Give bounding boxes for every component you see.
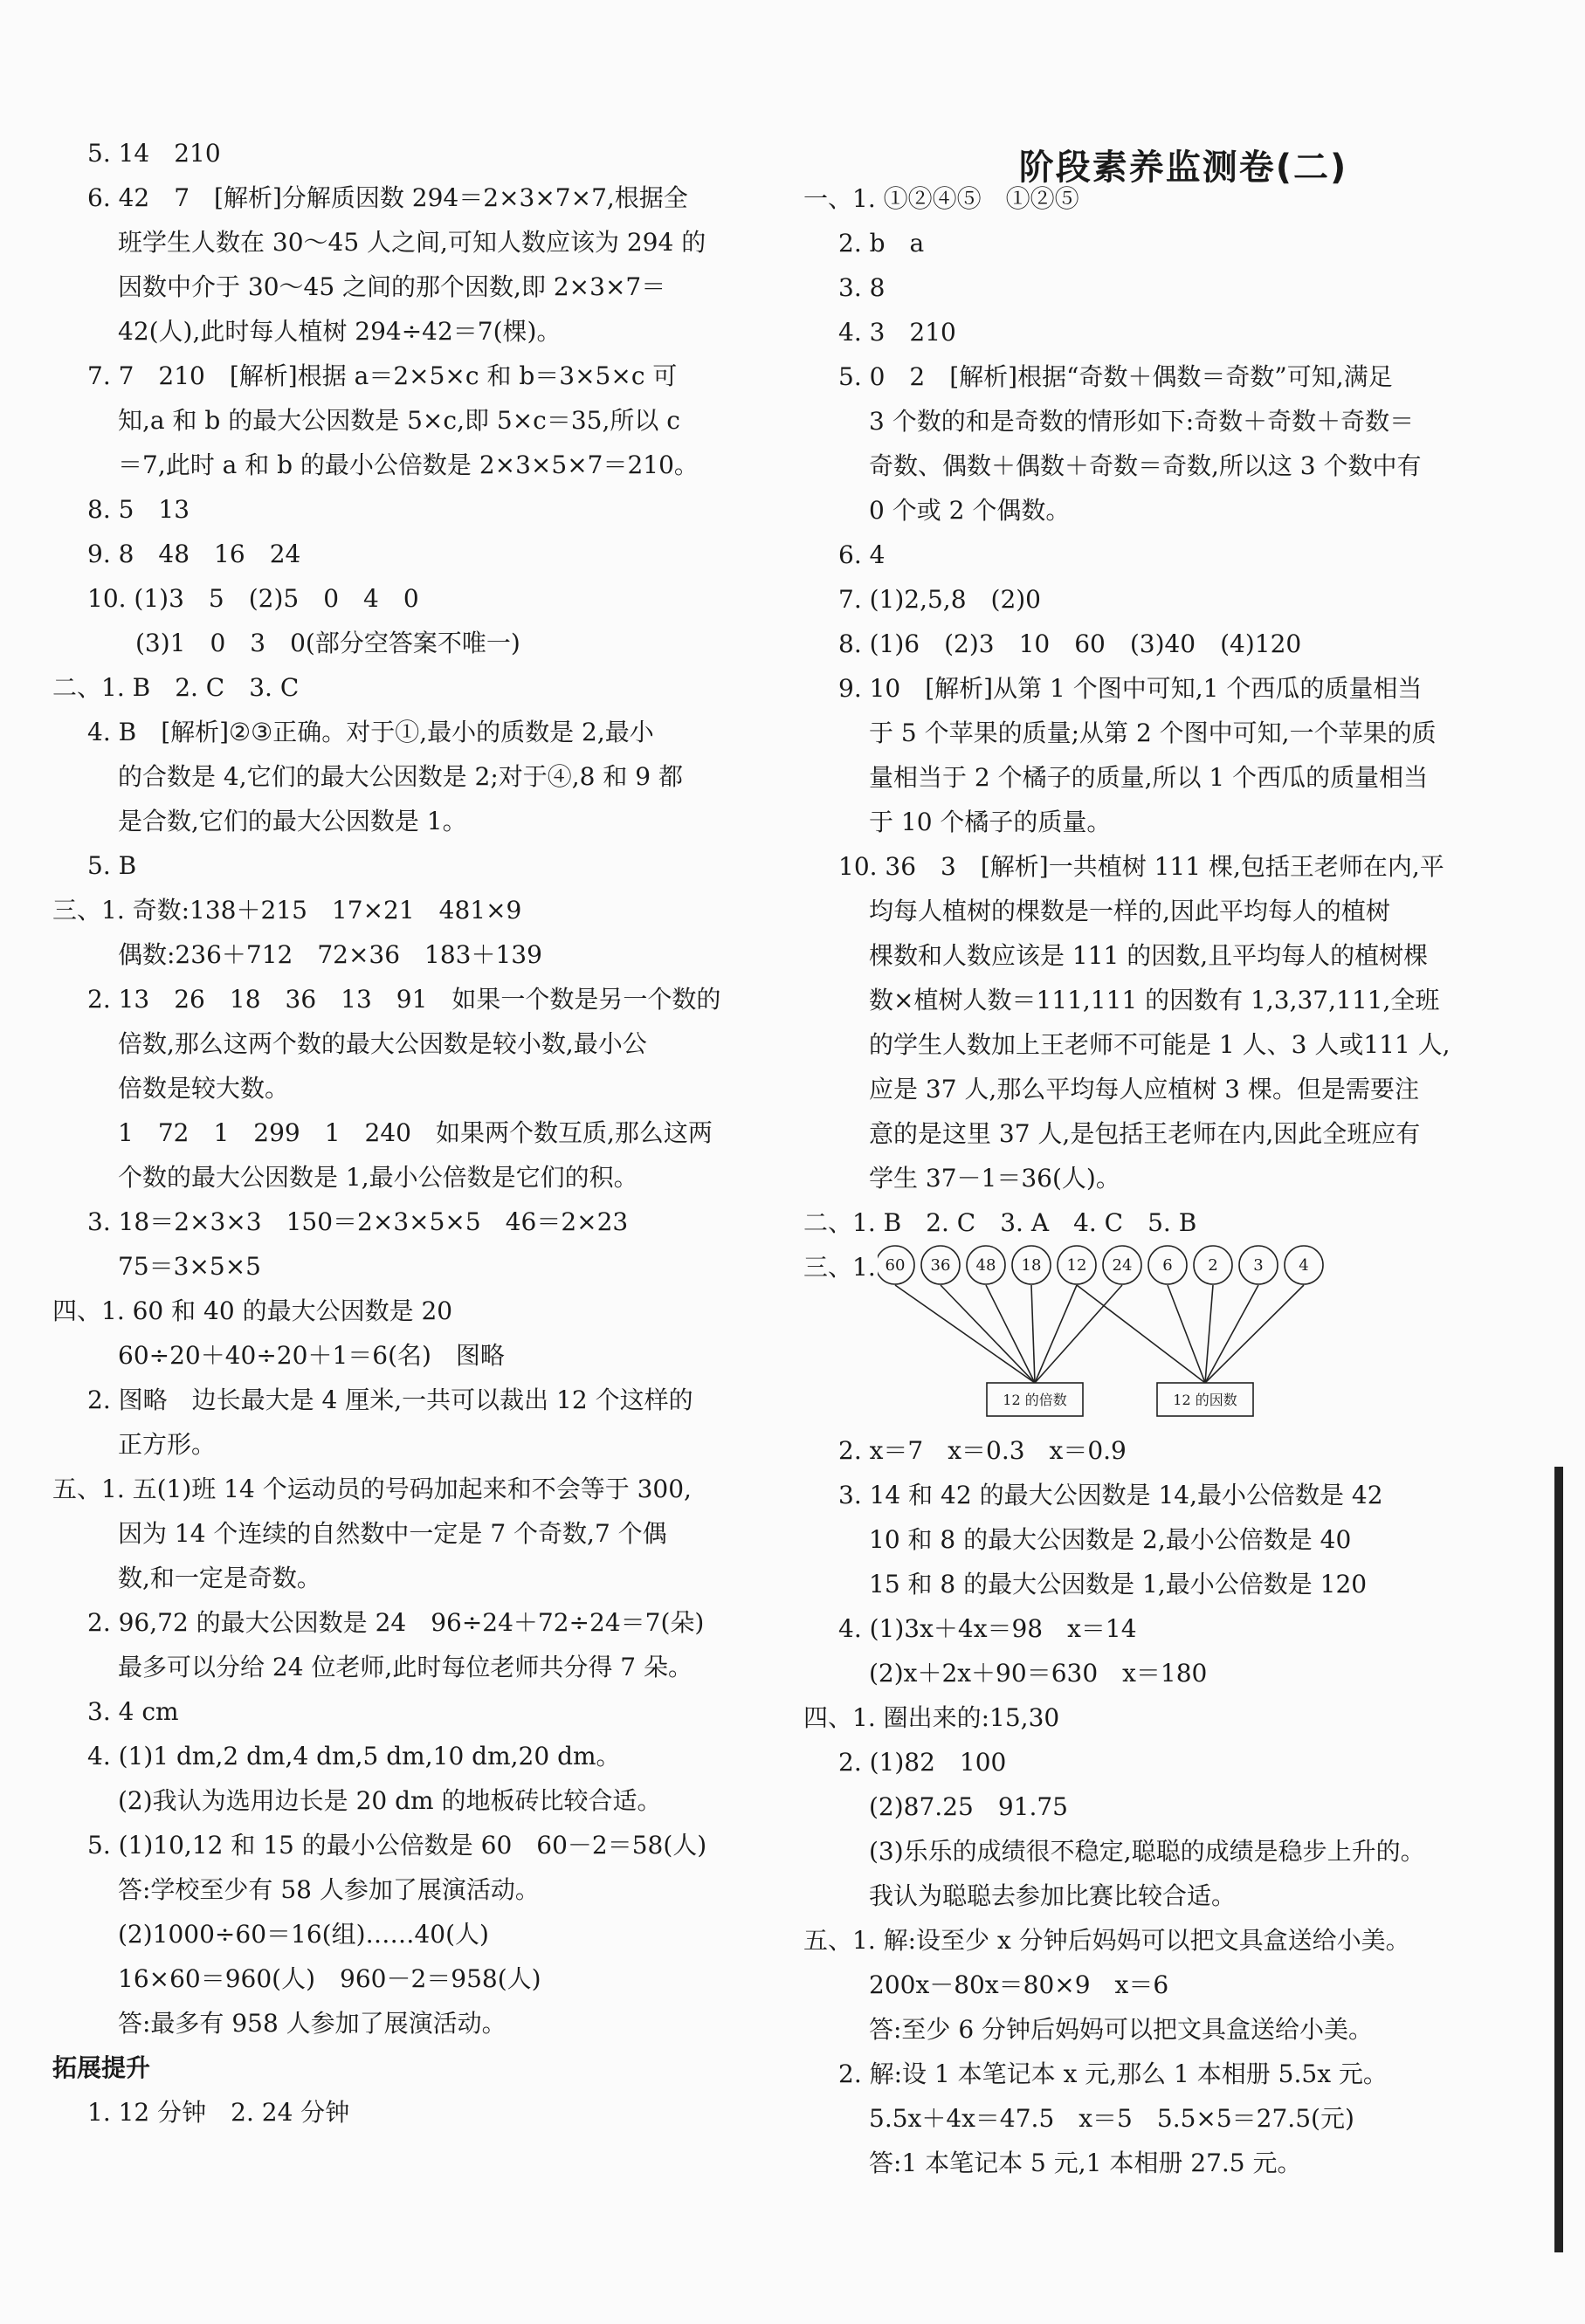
answer-line: 60÷20＋40÷20＋1＝6(名) 图略 — [118, 1341, 505, 1370]
answer-line: 正方形。 — [118, 1430, 217, 1459]
extension-heading: 拓展提升 — [52, 2053, 151, 2082]
page-title: 阶段素养监测卷(二) — [1018, 148, 1348, 188]
answer-line: 200x－80x＝80×9 x＝6 — [869, 1970, 1169, 1999]
circle-label: 24 — [1112, 1256, 1133, 1275]
answer-line: 6. 4 — [838, 540, 886, 569]
section-line: 三、1. — [803, 1253, 876, 1282]
answer-line: 偶数:236＋712 72×36 183＋139 — [118, 940, 542, 969]
answer-line: 答:至少 6 分钟后妈妈可以把文具盒送给小美。 — [869, 2015, 1374, 2044]
connector-line — [986, 1285, 1035, 1383]
answer-line: 5. (1)10,12 和 15 的最小公倍数是 60 60－2＝58(人) — [87, 1831, 707, 1860]
answer-line: 2. x＝7 x＝0.3 x＝0.9 — [838, 1436, 1127, 1465]
answer-line: 3 个数的和是奇数的情形如下:奇数＋奇数＋奇数＝ — [869, 407, 1415, 436]
answer-line: 答:最多有 958 人参加了展演活动。 — [118, 2009, 507, 2038]
answer-line: 因数中介于 30～45 之间的那个因数,即 2×3×7＝ — [118, 272, 666, 301]
answer-line: 15 和 8 的最大公因数是 1,最小公倍数是 120 — [869, 1570, 1368, 1599]
answer-line: 数,和一定是奇数。 — [118, 1564, 321, 1592]
answer-line: 42(人),此时每人植树 294÷42＝7(棵)。 — [118, 317, 562, 346]
answer-line: 2. 13 26 18 36 13 91 如果一个数是另一个数的 — [87, 985, 721, 1014]
connector-line — [1035, 1285, 1077, 1383]
circle-label: 12 — [1066, 1256, 1087, 1275]
connector-line — [941, 1285, 1035, 1383]
connector-line — [1031, 1285, 1035, 1383]
answer-line: (2)1000÷60＝16(组)……40(人) — [118, 1920, 489, 1949]
left-column — [52, 131, 768, 2135]
section-line: 三、1. 奇数:138＋215 17×21 481×9 — [52, 896, 522, 925]
answer-line: (2)我认为选用边长是 20 dm 的地板砖比较合适。 — [118, 1786, 662, 1815]
factors-box-label: 12 的因数 — [1173, 1392, 1237, 1408]
answer-line: 均每人植树的棵数是一样的,因此平均每人的植树 — [869, 897, 1390, 925]
answer-line: 0 个或 2 个偶数。 — [869, 496, 1071, 525]
answer-line: 最多可以分给 24 位老师,此时每位老师共分得 7 朵。 — [118, 1653, 693, 1681]
connector-line — [1035, 1285, 1122, 1383]
section-line: 五、1. 五(1)班 14 个运动员的号码加起来和不会等于 300, — [52, 1475, 692, 1503]
answer-line: 应是 37 人,那么平均每人应植树 3 棵。但是需要注 — [869, 1075, 1419, 1104]
circle-label: 18 — [1021, 1256, 1042, 1275]
connector-line — [1205, 1285, 1304, 1383]
circle-label: 36 — [930, 1256, 951, 1275]
answer-line: 个数的最大公因数是 1,最小公倍数是它们的积。 — [118, 1163, 638, 1192]
answer-line: 量相当于 2 个橘子的质量,所以 1 个西瓜的质量相当 — [869, 763, 1429, 792]
answer-line: 4. (1)3x＋4x＝98 x＝14 — [838, 1614, 1137, 1643]
circle-label: 6 — [1162, 1256, 1173, 1275]
answer-line: 1 72 1 299 1 240 如果两个数互质,那么这两 — [118, 1118, 713, 1147]
answer-line: 答:学校至少有 58 人参加了展演活动。 — [118, 1875, 540, 1904]
answer-line: 我认为聪聪去参加比赛比较合适。 — [869, 1881, 1237, 1910]
answer-line: 2. 96,72 的最大公因数是 24 96÷24＋72÷24＝7(朵) — [87, 1608, 705, 1637]
answer-line: 3. 14 和 42 的最大公因数是 14,最小公倍数是 42 — [838, 1481, 1383, 1509]
circle-label: 60 — [885, 1256, 906, 1275]
answer-line: 10. 36 3 [解析]一共植树 111 棵,包括王老师在内,平 — [838, 852, 1444, 881]
connector-line — [1205, 1285, 1213, 1383]
answer-line: 是合数,它们的最大公因数是 1。 — [118, 807, 467, 835]
answer-line: 学生 37－1＝36(人)。 — [869, 1164, 1120, 1193]
answer-line: 倍数是较大数。 — [118, 1074, 290, 1103]
answer-line: 于 5 个苹果的质量;从第 2 个图中可知,一个苹果的质 — [869, 719, 1437, 747]
answer-line: (3)1 0 3 0(部分空答案不唯一) — [135, 629, 520, 657]
connector-line — [895, 1285, 1035, 1383]
answer-line: 因为 14 个连续的自然数中一定是 7 个奇数,7 个偶 — [118, 1519, 667, 1548]
circle-label: 48 — [975, 1256, 996, 1275]
answer-line: (2)x＋2x＋90＝630 x＝180 — [869, 1659, 1208, 1688]
answer-line: 班学生人数在 30～45 人之间,可知人数应该为 294 的 — [118, 228, 706, 257]
answer-line: 2. (1)82 100 — [838, 1748, 1007, 1777]
section-line: 四、1. 圈出来的:15,30 — [803, 1703, 1060, 1732]
answer-line: 4. 3 210 — [838, 318, 956, 347]
multiples-box-label: 12 的倍数 — [1003, 1392, 1067, 1408]
answer-line: 答:1 本笔记本 5 元,1 本相册 27.5 元。 — [869, 2149, 1302, 2177]
answer-line: 2. b a — [838, 229, 925, 258]
section-line: 二、1. B 2. C 3. A 4. C 5. B — [803, 1208, 1197, 1237]
circle-label: 2 — [1208, 1256, 1218, 1275]
circle-label: 3 — [1253, 1256, 1264, 1275]
answer-line: 8. (1)6 (2)3 10 60 (3)40 (4)120 — [838, 629, 1302, 658]
answer-line: 知,a 和 b 的最大公因数是 5×c,即 5×c＝35,所以 c — [118, 406, 680, 435]
answer-line: (2)87.25 91.75 — [869, 1792, 1068, 1821]
answer-line: 7. (1)2,5,8 (2)0 — [838, 585, 1041, 614]
answer-line: 5. 14 210 — [87, 139, 221, 168]
answer-line: 棵数和人数应该是 111 的因数,且平均每人的植树棵 — [869, 941, 1429, 970]
diagram-svg — [878, 1245, 1506, 1424]
answer-line: 2. 图略 边长最大是 4 厘米,一共可以裁出 12 个这样的 — [87, 1385, 693, 1414]
right-column — [803, 176, 1537, 2185]
answer-line: 2. 解:设 1 本笔记本 x 元,那么 1 本相册 5.5x 元。 — [838, 2059, 1388, 2088]
section-line: 五、1. 解:设至少 x 分钟后妈妈可以把文具盒送给小美。 — [803, 1926, 1410, 1955]
answer-line: 5. 0 2 [解析]根据“奇数＋偶数＝奇数”可知,满足 — [838, 362, 1393, 391]
answer-line: 的合数是 4,它们的最大公因数是 2;对于④,8 和 9 都 — [118, 762, 683, 791]
section-line: 一、1. ①②④⑤ ①②⑤ — [803, 184, 1079, 213]
section-line: 四、1. 60 和 40 的最大公因数是 20 — [52, 1296, 453, 1325]
answer-line: 8. 5 13 — [87, 495, 190, 524]
answer-line: 4. B [解析]②③正确。对于①,最小的质数是 2,最小 — [87, 718, 654, 746]
answer-line: 5. B — [87, 851, 137, 880]
section-line: 二、1. B 2. C 3. C — [52, 673, 300, 702]
answer-line: 9. 8 48 16 24 — [87, 540, 301, 568]
connector-line — [1205, 1285, 1258, 1383]
answer-line: 10 和 8 的最大公因数是 2,最小公倍数是 40 — [869, 1525, 1352, 1554]
answer-line: 数×植树人数＝111,111 的因数有 1,3,37,111,全班 — [869, 986, 1440, 1014]
answer-line: 奇数、偶数＋偶数＋奇数＝奇数,所以这 3 个数中有 — [869, 451, 1422, 480]
answer-line: 4. (1)1 dm,2 dm,4 dm,5 dm,10 dm,20 dm。 — [87, 1742, 621, 1771]
circle-label: 4 — [1299, 1256, 1309, 1275]
answer-line: 倍数,那么这两个数的最大公因数是较小数,最小公 — [118, 1029, 647, 1058]
answer-line: 7. 7 210 [解析]根据 a＝2×5×c 和 b＝3×5×c 可 — [87, 361, 678, 390]
answer-line: 3. 18＝2×3×3 150＝2×3×5×5 46＝2×23 — [87, 1207, 629, 1236]
answer-line: 的学生人数加上王老师不可能是 1 人、3 人或111 人, — [869, 1030, 1451, 1059]
answer-line: 于 10 个橘子的质量。 — [869, 808, 1112, 836]
answer-line: 意的是这里 37 人,是包括王老师在内,因此全班应有 — [869, 1119, 1421, 1148]
multiples-factors-diagram — [803, 1245, 1537, 1428]
answer-line: 3. 8 — [838, 273, 886, 302]
answer-line: 75＝3×5×5 — [118, 1252, 261, 1281]
answer-line: 5.5x＋4x＝47.5 x＝5 5.5×5＝27.5(元) — [869, 2104, 1354, 2133]
answer-line: 16×60＝960(人) 960－2＝958(人) — [118, 1964, 541, 1993]
answer-line: 3. 4 cm — [87, 1697, 179, 1726]
page-edge-shadow — [1554, 1467, 1563, 2252]
answer-line: 1. 12 分钟 2. 24 分钟 — [87, 2098, 350, 2127]
answer-line: 9. 10 [解析]从第 1 个图中可知,1 个西瓜的质量相当 — [838, 674, 1423, 703]
answer-line: (3)乐乐的成绩很不稳定,聪聪的成绩是稳步上升的。 — [869, 1837, 1425, 1866]
answer-line: ＝7,此时 a 和 b 的最小公倍数是 2×3×5×7＝210。 — [118, 450, 699, 479]
answer-line: 10. (1)3 5 (2)5 0 4 0 — [87, 584, 419, 613]
answer-line: 6. 42 7 [解析]分解质因数 294＝2×3×7×7,根据全 — [87, 183, 688, 212]
